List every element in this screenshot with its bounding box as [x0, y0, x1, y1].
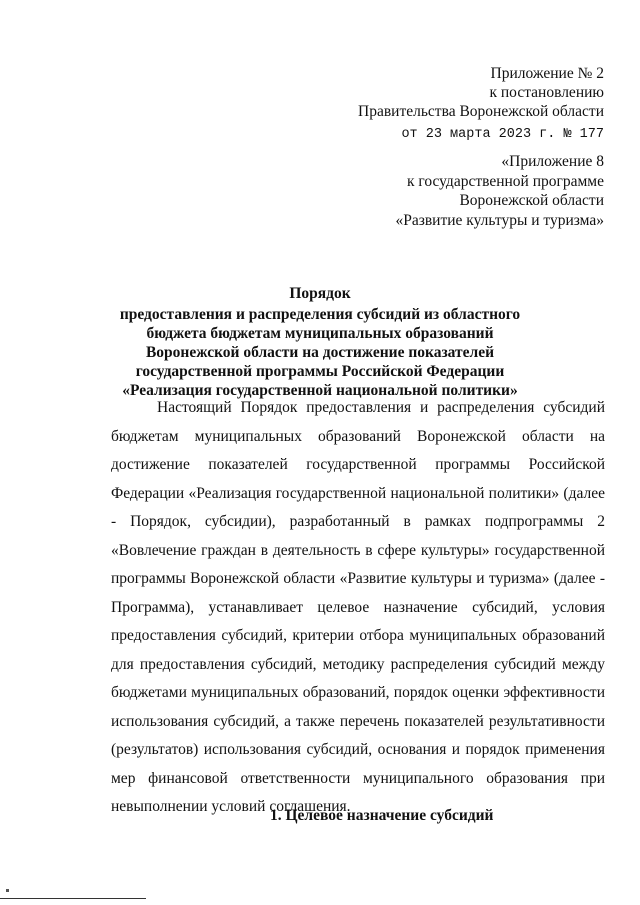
annex-to-decree: к постановлению: [489, 84, 604, 101]
footnote-divider: [0, 898, 146, 899]
annex-date-number: от 23 марта 2023 г. № 177: [401, 127, 604, 142]
annex-number: Приложение № 2: [490, 65, 604, 82]
body-paragraph: Настоящий Порядок предоставления и распределения субсидий бюджетам муниципальных образований Воронежской области на достижение показателей государственной программы Российской Федерации «Реализация государственной национальной политики» (далее - Порядок, субсидии), разработанный в рамках подпрограммы 2 «Вовлечение граждан в деятельность в сфере культуры» государственной программы Воронежской области «Развитие культуры и туризма» (далее - Программа), устанавливает целевое назначение субсидий, условия предоставления субсидий, критерии отбора муниципальных образований для предоставления субсидий, методику распределения субсидий между бюджетами муниципальных образований, порядок оценки эффективности использования субсидий, а также перечень показателей результативности (результатов) использования субсидий, основания и порядок применения мер финансовой ответственности муниципального образования при невыполнении условий соглашения.: [111, 399, 605, 815]
document-title: [100, 284, 540, 400]
section-heading: 1. Целевое назначение субсидий: [270, 807, 494, 824]
annex-header: [358, 64, 604, 144]
title-heading: Порядок: [289, 285, 351, 302]
title-subtitle: предоставления и распределения субсидий из областного бюджета бюджетам муниципальных образований Воронежской области на достижение показателей государственной программы Российской Федерации «Реализация государственной национальной политики»: [119, 306, 521, 399]
sub-annex-line1: «Приложение 8: [501, 153, 604, 170]
sub-annex-line4: «Развитие культуры и туризма»: [395, 211, 604, 229]
annex-government: Правительства Воронежской области: [358, 103, 604, 120]
sub-annex-line2: к государственной программе: [406, 172, 604, 190]
sub-annex-line3: Воронежской области: [459, 192, 604, 209]
sub-annex: [395, 152, 604, 230]
scan-mark: [6, 889, 9, 892]
